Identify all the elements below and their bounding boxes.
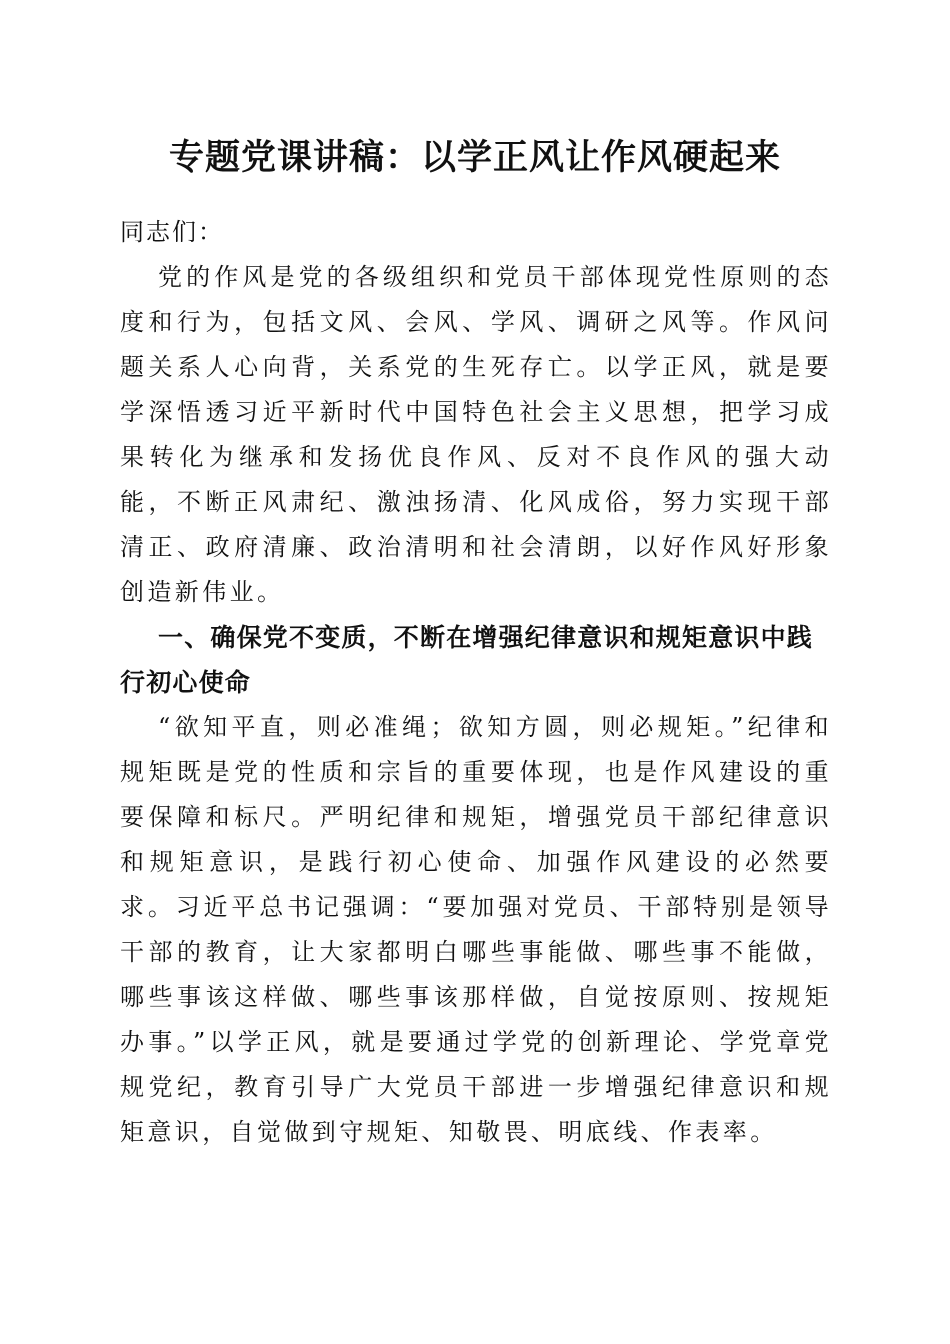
- document-title: 专题党课讲稿：以学正风让作风硬起来: [168, 137, 781, 178]
- section-heading-1: 一、确保党不变质，不断在增强纪律意识和规矩意识中践行初心使命: [120, 623, 814, 697]
- section-1-paragraph: “欲知平直，则必准绳；欲知方圆，则必规矩。”纪律和规矩既是党的性质和宗旨的重要体现，也是作风建设的重要保障和标尺。严明纪律和规矩，增强党员干部纪律意识和规矩意识，是践行初心使命、加强作风建设的必然要求。习近平总书记强调：“要加强对党员、干部特别是领导干部的教育，让大家都明白哪些事能做、哪些事不能做，哪些事该这样做、哪些事该那样做，自觉按原则、按规矩办事。”以学正风，就是要通过学党的创新理论、学党章党规党纪，教育引导广大党员干部进一步增强纪律意识和规矩意识，自觉做到守规矩、知敬畏、明底线、作表率。: [120, 713, 832, 1146]
- document-body: [120, 210, 832, 1155]
- salutation: 同志们：: [120, 218, 224, 246]
- intro-paragraph: 党的作风是党的各级组织和党员干部体现党性原则的态度和行为，包括文风、会风、学风、调研之风等。作风问题关系人心向背，关系党的生死存亡。以学正风，就是要学深悟透习近平新时代中国特色社会主义思想，把学习成果转化为继承和发扬优良作风、反对不良作风的强大动能，不断正风肃纪、激浊扬清、化风成俗，努力实现干部清正、政府清廉、政治清明和社会清朗，以好作风好形象创造新伟业。: [120, 263, 832, 606]
